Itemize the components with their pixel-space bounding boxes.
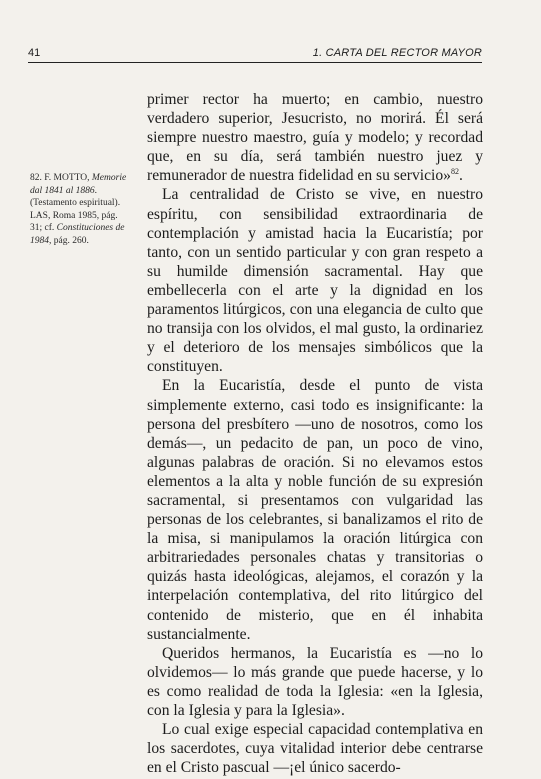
footnote-author: F. MOTTO,	[44, 173, 90, 183]
footnote-82	[30, 172, 130, 248]
paragraph-1-text: primer rector ha muerto; en cambio, nuestro verdadero superior, Jesucristo, no morirá. Él será siempre nuestro maestro, guía y modelo; y recordad que, en su día, será también nuestro juez y remunerador de nuestra fidelidad en su servicio»	[147, 91, 483, 185]
paragraph-3: En la Eucaristía, desde el punto de vista simplemente externo, casi todo es insignificante: la persona del presbítero —uno de nosotros, como los demás—, un pedacito de pan, un poco de vino, algunas palabras de oración. Si no elevamos estos elementos a la alta y noble función de su expresión sacramental, si presentamos con vulgaridad las personas de los celebrantes, si banalizamos el rito de la misa, si manipulamos la oración litúrgica con arbitrariedades personales chatas y transitorias o quizás hasta ideológicas, alejamos, el corazón y la interpelación contemplativa, del rito litúrgico del contenido de misterio, que en él inhabita sustancialmente.	[147, 377, 483, 643]
paragraph-1-end: .	[458, 167, 463, 185]
header-rule	[28, 62, 482, 63]
running-title: 1. CARTA DEL RECTOR MAYOR	[312, 47, 482, 59]
footnote-number: 82.	[30, 173, 42, 183]
footnote-details: . (Testamento espiritual). LAS, Roma 1985, pág. 31; cf.	[30, 185, 121, 234]
paragraph-4: Queridos hermanos, la Eucaristía es —no lo olvidemos— lo más grande que puede hacerse, y lo es como realidad de toda la Iglesia: «en la Iglesia, con la Iglesia y para la Iglesia».	[147, 644, 483, 719]
running-header	[28, 46, 482, 60]
footnote-reference: 82	[450, 167, 459, 177]
paragraph-2: La centralidad de Cristo se vive, en nuestro espíritu, con sensibilidad extraordinaria de contemplación y amistad hacia la Eucaristía; por tanto, con un sentido particular y con gran respeto a su humilde dimensión sacramental. Hay que embellecerla con el arte y la dignidad en los paramentos litúrgicos, con una elegancia de culto que no transija con los olvidos, el mal gusto, la ordinariez y el deterioro de los mensajes simbólicos que la constituyen.	[147, 186, 483, 376]
footnote-details-2: , pág. 260.	[49, 235, 89, 246]
footnote-text	[30, 172, 130, 248]
page-number: 41	[28, 47, 41, 59]
footnote-title: Memorie dal 1841 al 1886	[30, 173, 127, 196]
footnote-title-2: Constituciones de 1984	[30, 223, 125, 246]
paragraph-5: Lo cual exige especial capacidad contemplativa en los sacerdotes, cuya vitalidad interior debe centrarse en el Cristo pascual —¡el único sacerdo-	[147, 721, 483, 777]
paragraph-1	[147, 90, 483, 185]
body-text	[147, 90, 483, 777]
